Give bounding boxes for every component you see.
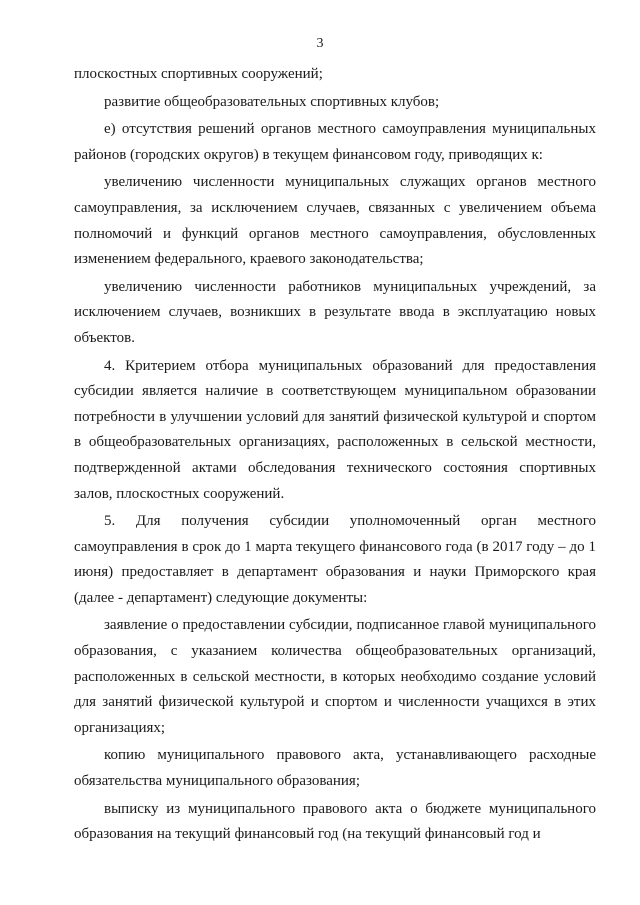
paragraph-condition-e: е) отсутствия решений органов местного самоуправления муниципальных районов (городских округов) в текущем финансовом году, приводящих к: bbox=[74, 121, 596, 163]
paragraph-documents-submission: 5. Для получения субсидии уполномоченный орган местного самоуправления в срок до 1 марта текущего финансового года (в 2017 году – до 1 июня) предоставляет в департамент образования и науки Приморского края (далее - департамент) следующие документы: bbox=[74, 513, 596, 606]
paragraph-application: заявление о предоставлении субсидии, подписанное главой муниципального образования, с указанием количества общеобразовательных организаций, расположенных в сельской местности, в которых необходимо создание условий для занятий физической культурой и спортом и численности учащихся в этих организациях; bbox=[74, 617, 596, 736]
paragraph-institution-workers: увеличению численности работников муниципальных учреждений, за исключением случаев, возникших в результате ввода в эксплуатацию новых объектов. bbox=[74, 278, 596, 346]
paragraph-sports-facilities: плоскостных спортивных сооружений; bbox=[74, 66, 323, 82]
paragraph-selection-criterion: 4. Критерием отбора муниципальных образований для предоставления субсидии является наличие в соответствующем муниципальном образовании потребности в улучшении условий для занятий физической культурой и спортом в общеобразовательных организациях, расположенных в сельской местности, подтвержденной актами обследования технического состояния спортивных залов, плоскостных сооружений. bbox=[74, 357, 596, 502]
paragraph-budget-extract: выписку из муниципального правового акта о бюджете муниципального образования на текущий финансовый год (на текущий финансовый год и bbox=[74, 800, 596, 843]
page-number: 3 bbox=[316, 36, 324, 51]
document-body bbox=[74, 62, 596, 850]
paragraph-legal-act-copy: копию муниципального правового акта, устанавливающего расходные обязательства муниципального образования; bbox=[74, 747, 596, 790]
paragraph-municipal-employees: увеличению численности муниципальных служащих органов местного самоуправления, за исключением случаев, связанных с увеличением объема полномочий и функций органов местного самоуправления, обусловленных изменением федерального, краевого законодательства; bbox=[74, 174, 596, 268]
paragraph-school-sports-clubs: развитие общеобразовательных спортивных клубов; bbox=[104, 93, 440, 110]
